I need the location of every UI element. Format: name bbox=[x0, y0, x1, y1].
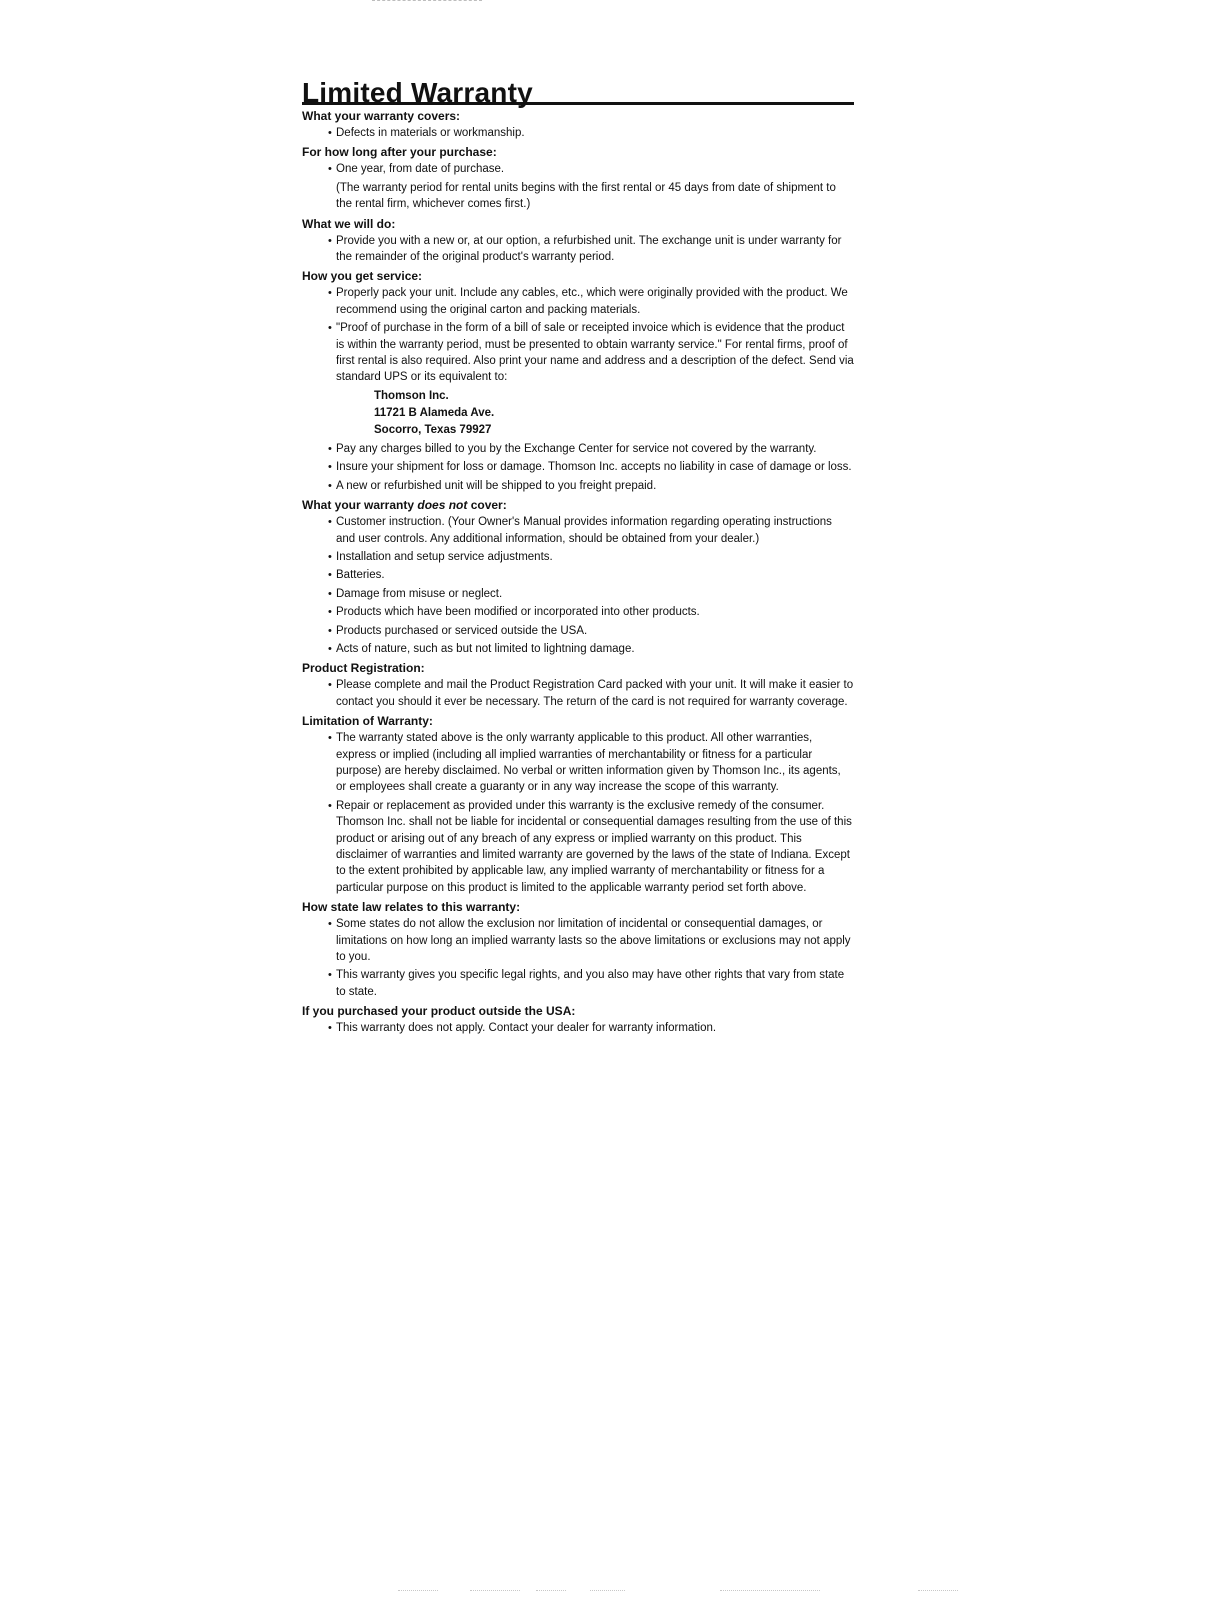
section-service bbox=[302, 267, 854, 494]
address-company: Thomson Inc. bbox=[374, 389, 449, 402]
list-item: • Customer instruction. (Your Owner's Manual provides information regarding operating instructions and user controls. Any additional information, should be obtained from your dealer.) bbox=[328, 514, 854, 547]
list-item: • A new or refurbished unit will be shipped to you freight prepaid. bbox=[328, 478, 854, 494]
list-item: • Installation and setup service adjustments. bbox=[328, 549, 854, 565]
heading-part: What your warranty bbox=[302, 498, 418, 513]
list-item: • Defects in materials or workmanship. bbox=[328, 125, 854, 141]
scan-speck bbox=[720, 1590, 820, 1592]
section-registration bbox=[302, 659, 854, 710]
address-city: Socorro, Texas 79927 bbox=[374, 423, 492, 436]
list-item: • Some states do not allow the exclusion nor limitation of incidental or consequential damages, or limitations on how long an implied warranty lasts so the above limitations or exclusions may not apply to you. bbox=[328, 916, 854, 965]
page-title: Limited Warranty bbox=[302, 77, 533, 108]
list-item: • Batteries. bbox=[328, 567, 854, 583]
list-service bbox=[302, 285, 854, 385]
list-item: • Products which have been modified or incorporated into other products. bbox=[328, 604, 854, 620]
section-heading-will-do: What we will do: bbox=[302, 216, 396, 231]
section-outside-usa bbox=[302, 1002, 854, 1036]
list-registration bbox=[302, 677, 854, 710]
section-not-cover bbox=[302, 496, 854, 657]
section-state-law bbox=[302, 898, 854, 1000]
list-item: • Repair or replacement as provided under this warranty is the exclusive remedy of the consumer. Thomson Inc. shall not be liable for incidental or consequential damages resulting from the use of this product or arising out of any breach of any express or implied warranty on this product. This disclaimer of warranties and limited warranty are governed by the laws of the state of Indiana. Except to the extent prohibited by applicable law, any implied warranty of merchantability or fitness for a particular purpose on this product is limited to the applicable warranty period set forth above. bbox=[328, 798, 854, 896]
scan-speck bbox=[590, 1590, 625, 1592]
section-heading-limitation: Limitation of Warranty: bbox=[302, 714, 433, 729]
section-covers bbox=[302, 107, 854, 141]
list-item: • Acts of nature, such as but not limited to lightning damage. bbox=[328, 641, 854, 657]
list-item: • This warranty gives you specific legal rights, and you also may have other rights that vary from state to state. bbox=[328, 967, 854, 1000]
section-heading-registration: Product Registration: bbox=[302, 661, 425, 676]
scan-artifact-bottom bbox=[0, 1590, 1223, 1600]
rental-note: (The warranty period for rental units begins with the first rental or 45 days from date of shipment to the rental firm, whichever comes first.) bbox=[336, 181, 836, 211]
section-heading-how-long: For how long after your purchase: bbox=[302, 145, 497, 160]
heading-emphasis: does not bbox=[417, 498, 468, 513]
list-item: • Please complete and mail the Product Registration Card packed with your unit. It will make it easier to contact you should it ever be necessary. The return of the card is not required for warranty coverage. bbox=[328, 677, 854, 710]
section-heading-service: How you get service: bbox=[302, 269, 423, 284]
list-item: • Properly pack your unit. Include any cables, etc., which were originally provided with the product. We recommend using the original carton and packing materials. bbox=[328, 285, 854, 318]
list-will-do bbox=[302, 233, 854, 266]
list-how-long bbox=[302, 161, 854, 177]
list-covers bbox=[302, 125, 854, 141]
section-heading-outside-usa: If you purchased your product outside the USA: bbox=[302, 1004, 576, 1019]
scan-speck bbox=[918, 1590, 958, 1592]
list-not-cover bbox=[302, 514, 854, 657]
section-limitation bbox=[302, 712, 854, 896]
list-item: • Products purchased or serviced outside the USA. bbox=[328, 623, 854, 639]
list-service-after bbox=[302, 441, 854, 494]
scan-speck bbox=[536, 1590, 566, 1592]
scan-artifact-top bbox=[372, 0, 482, 7]
scan-speck bbox=[398, 1590, 438, 1592]
list-item: • The warranty stated above is the only warranty applicable to this product. All other warranties, express or implied (including all implied warranties of merchantability or fitness for a particular purpose) are hereby disclaimed. No verbal or written information given by Thomson Inc., its agents, or employees shall create a guaranty or in any way increase the scope of this warranty. bbox=[328, 730, 854, 796]
title-rule bbox=[302, 66, 854, 108]
section-heading-covers: What your warranty covers: bbox=[302, 109, 461, 123]
list-item: • This warranty does not apply. Contact your dealer for warranty information. bbox=[328, 1020, 854, 1036]
list-item: • Damage from misuse or neglect. bbox=[328, 586, 854, 602]
warranty-document bbox=[302, 66, 854, 1039]
list-outside-usa bbox=[302, 1020, 854, 1036]
list-item: • "Proof of purchase in the form of a bill of sale or receipted invoice which is evidence that the product is within the warranty period, must be presented to obtain warranty service." For rental firms, proof of first rental is also required. Also print your name and address and a description of the defect. Send via standard UPS or its equivalent to: bbox=[328, 320, 854, 386]
list-state-law bbox=[302, 916, 854, 1000]
list-item: • Provide you with a new or, at our option, a refurbished unit. The exchange unit is under warranty for the remainder of the original product's warranty period. bbox=[328, 233, 854, 266]
section-heading-state-law: How state law relates to this warranty: bbox=[302, 900, 521, 915]
section-how-long bbox=[302, 143, 854, 212]
list-limitation bbox=[302, 730, 854, 896]
section-heading-not-cover bbox=[302, 496, 854, 514]
list-item: • Pay any charges billed to you by the Exchange Center for service not covered by the warranty. bbox=[328, 441, 854, 457]
heading-part: cover: bbox=[467, 498, 507, 513]
section-will-do bbox=[302, 215, 854, 266]
service-address bbox=[302, 388, 854, 439]
address-street: 11721 B Alameda Ave. bbox=[374, 406, 495, 419]
list-item: • Insure your shipment for loss or damage. Thomson Inc. accepts no liability in case of damage or loss. bbox=[328, 459, 854, 475]
scan-speck bbox=[470, 1590, 520, 1592]
list-item: • One year, from date of purchase. bbox=[328, 161, 854, 177]
